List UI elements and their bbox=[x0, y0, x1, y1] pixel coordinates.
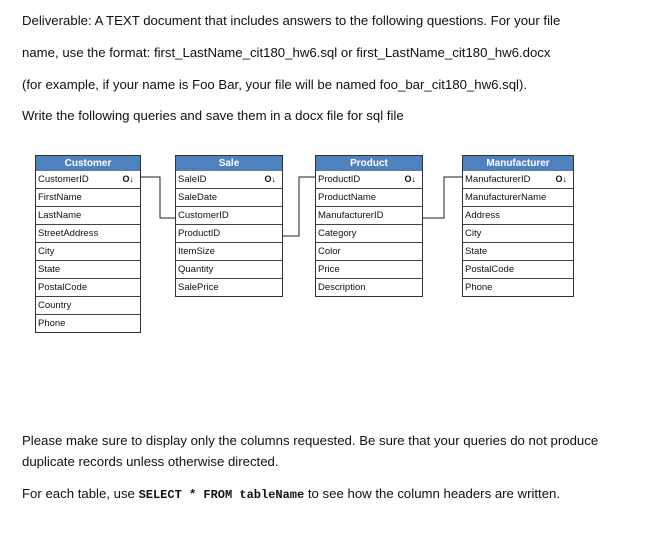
table-field: StreetAddress bbox=[36, 225, 140, 243]
table-field: FirstName bbox=[36, 189, 140, 207]
table-field: ProductName bbox=[316, 189, 422, 207]
table-field: Price bbox=[316, 261, 422, 279]
table-field: ManufacturerName bbox=[463, 189, 573, 207]
table-field: Phone bbox=[465, 282, 493, 293]
table-field: SalePrice bbox=[178, 282, 219, 293]
table-field: Quantity bbox=[176, 261, 282, 279]
manufacturer-table bbox=[462, 155, 574, 297]
table-field: City bbox=[36, 243, 140, 261]
table-field: Description bbox=[318, 282, 366, 293]
product-table bbox=[315, 155, 423, 297]
table-field: Color bbox=[316, 243, 422, 261]
table-field: CustomerID bbox=[176, 207, 282, 225]
table-field: Address bbox=[463, 207, 573, 225]
table-header: Product bbox=[316, 156, 422, 171]
instruction-line: Deliverable: A TEXT document that includes answers to the following questions. For your file bbox=[22, 13, 561, 28]
table-field: CustomerID O↓ bbox=[36, 171, 140, 189]
relationship-product-manufacturer bbox=[422, 177, 463, 218]
note-columns: Please make sure to display only the columns requested. Be sure that your queries do not produce bbox=[22, 433, 599, 448]
key-icon: O↓ bbox=[122, 174, 134, 184]
relationship-customer-sale bbox=[140, 177, 176, 218]
key-icon: O↓ bbox=[555, 174, 567, 184]
note-select bbox=[22, 486, 560, 502]
table-header: Customer bbox=[36, 156, 140, 171]
table-field: Country bbox=[36, 297, 140, 315]
table-header: Sale bbox=[176, 156, 282, 171]
table-field: State bbox=[463, 243, 573, 261]
table-field: ProductID O↓ bbox=[316, 171, 422, 189]
table-field: ManufacturerID O↓ bbox=[463, 171, 573, 189]
table-field: Category bbox=[316, 225, 422, 243]
key-icon: O↓ bbox=[404, 174, 416, 184]
table-field: City bbox=[463, 225, 573, 243]
table-field: PostalCode bbox=[36, 279, 140, 297]
note-select-post: to see how the column headers are written. bbox=[307, 486, 561, 501]
key-icon: O↓ bbox=[264, 174, 276, 184]
instruction-line: (for example, if your name is Foo Bar, your file will be named foo_bar_cit180_hw6.sql). bbox=[22, 77, 528, 92]
note-select-pre: For each table, use bbox=[22, 486, 135, 501]
table-field: SaleDate bbox=[176, 189, 282, 207]
table-field: State bbox=[36, 261, 140, 279]
table-field: ItemSize bbox=[176, 243, 282, 261]
table-field: PostalCode bbox=[463, 261, 573, 279]
sql-snippet: SELECT * FROM tableName bbox=[138, 488, 305, 502]
table-header: Manufacturer bbox=[463, 156, 573, 171]
instruction-line: name, use the format: first_LastName_cit180_hw6.sql or first_LastName_cit180_hw6.docx bbox=[22, 45, 551, 60]
table-field: ManufacturerID bbox=[316, 207, 422, 225]
instruction-line: Write the following queries and save them in a docx file for sql file bbox=[22, 108, 404, 123]
table-field: LastName bbox=[36, 207, 140, 225]
customer-table bbox=[35, 155, 141, 333]
note-duplicates: duplicate records unless otherwise directed. bbox=[22, 454, 279, 469]
table-field: ProductID bbox=[176, 225, 282, 243]
relationship-sale-product bbox=[282, 177, 316, 236]
table-field: SaleID O↓ bbox=[176, 171, 282, 189]
table-field: Phone bbox=[38, 318, 66, 329]
sale-table bbox=[175, 155, 283, 297]
